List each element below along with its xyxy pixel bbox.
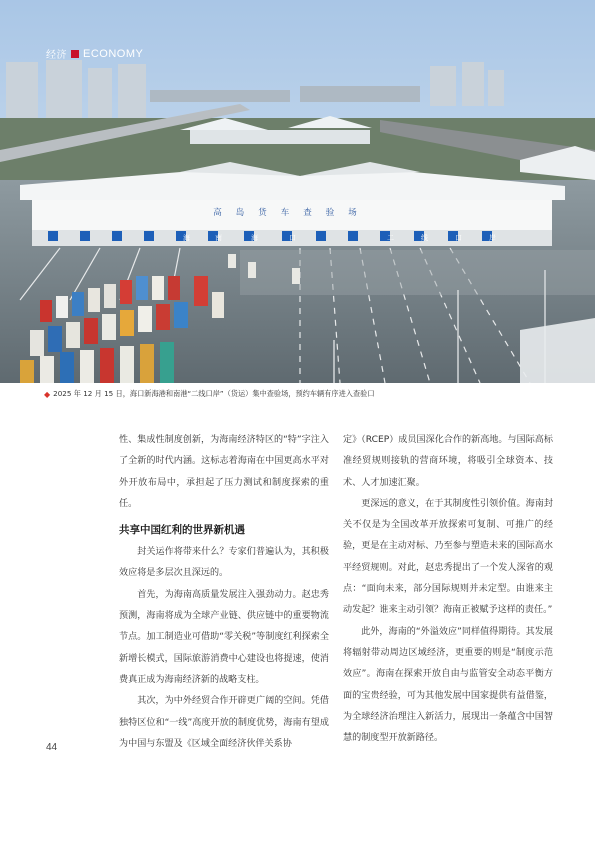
- svg-text:海: 海: [251, 234, 258, 242]
- section-heading: 共享中国红利的世界新机遇: [119, 524, 245, 537]
- left-column: [119, 430, 329, 755]
- svg-text:海: 海: [183, 234, 190, 242]
- red-square-icon: [71, 50, 79, 58]
- svg-text:南: 南: [215, 234, 222, 242]
- svg-text:口: 口: [455, 234, 462, 242]
- svg-text:口: 口: [289, 234, 296, 242]
- section-tag: [46, 46, 143, 61]
- caption-marker-icon: ◆: [44, 389, 51, 399]
- svg-text:二: 二: [387, 234, 394, 242]
- svg-text:岸: 岸: [489, 234, 496, 242]
- caption-text: 2025 年 12 月 15 日，海口新海港和南港“二线口岸”（货运）集中查验场，预约车辆有序进入查验口: [53, 389, 375, 398]
- paragraph: 封关运作将带来什么？专家们普遍认为，其积极效应将是多层次且深远的。: [119, 547, 329, 579]
- section-label-en: ECONOMY: [83, 47, 144, 60]
- photo-caption: [44, 389, 564, 399]
- svg-text:高岛货车查验场: 高岛货车查验场: [213, 208, 371, 218]
- paragraph: 性、集成性制度创新，为海南经济特区的“特”字注入了全新的时代内涵。这标志着海南在中国更高水平对外开放布局中，承担起了压力测试和制度探索的重任。: [119, 435, 329, 509]
- right-column: [343, 430, 553, 749]
- paragraph: 更深远的意义，在于其制度性引领价值。海南封关不仅是为全国改革开放探索可复制、可推广的经验，更是在主动对标、乃至参与塑造未来的国际高水平经贸规则。对此，赵忠秀提出了一个发人深省的观点：“面向未来，部分国际规则并未定型。由谁来主动发起？谁来主动引领？海南正被赋予这样的责任。”: [343, 498, 553, 616]
- hero-photo: [0, 0, 595, 383]
- paragraph: 定》（RCEP）成员国深化合作的新高地。与国际高标准经贸规则接轨的营商环境，将吸引全球资本、技术、人才加速汇聚。: [343, 435, 553, 488]
- svg-text:线: 线: [421, 234, 428, 242]
- page-number: 44: [46, 742, 58, 753]
- paragraph: 首先，为海南高质量发展注入强劲动力。赵忠秀预测，海南将成为全球产业链、供应链中的重要物流节点。加工制造业可借助“零关税”等制度红利探索全新增长模式，国际旅游消费中心建设也将提速，使消费真正成为海南经济新的战略支柱。: [119, 589, 329, 685]
- paragraph: 其次，为中外经贸合作开辟更广阔的空间。凭借独特区位和“一线”高度开放的制度优势，海南有望成为中国与东盟及《区域全面经济伙伴关系协: [119, 696, 329, 749]
- paragraph: 此外，海南的“外溢效应”同样值得期待。其发展将辐射带动周边区域经济，更重要的则是“制度示范效应”。海南在探索开放自由与监管安全动态平衡方面的宝贵经验，可为其他发展中国家提供有益借鉴，为全球经济治理注入新活力，展现出一条蕴含中国智慧的制度型开放新路径。: [343, 626, 553, 744]
- section-label-zh: 经济: [46, 50, 67, 61]
